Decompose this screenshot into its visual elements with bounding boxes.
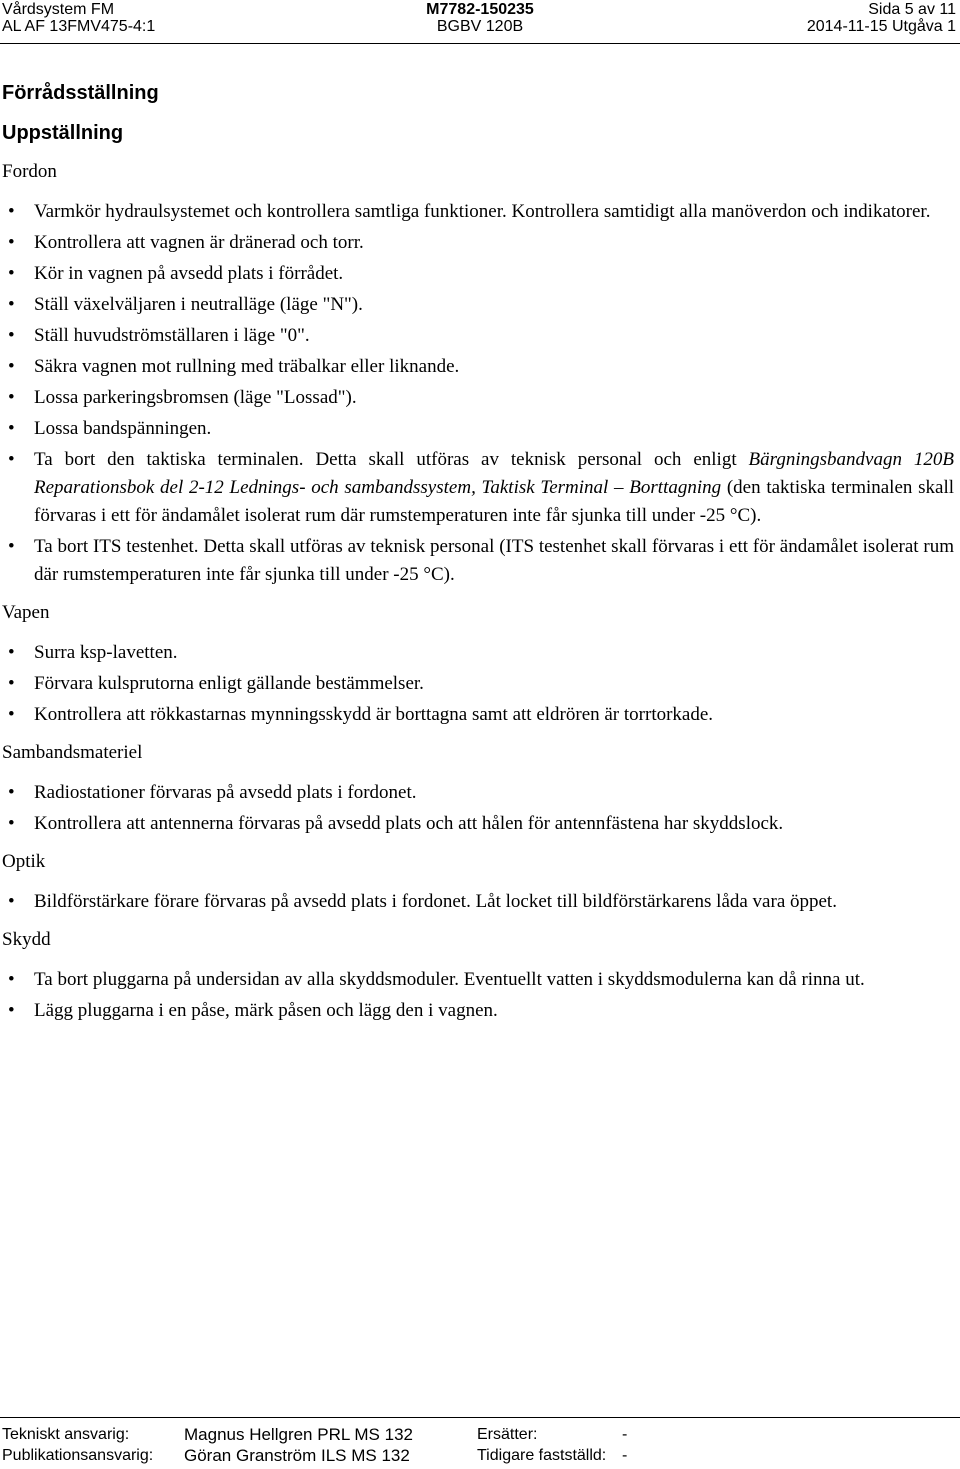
- document-body: [2, 78, 954, 1035]
- list-item-its: • Ta bort ITS testenhet. Detta skall utföras av teknisk personal (ITS testenhet skall förvaras i ett för ändamålet isolerat rum där rumstemperaturen inte får sjunka till under -25 °C).: [2, 533, 954, 589]
- reference-title: Bärgningsbandvagn 120B Reparationsbok del 2-12 Lednings- och sambandssystem, Taktisk Terminal – Borttagning: [34, 449, 954, 498]
- list-skydd: [2, 966, 954, 1025]
- bullet-icon: •: [8, 449, 15, 470]
- bullet-icon: •: [8, 536, 15, 557]
- list-item: • Lossa parkeringsbromsen (läge "Lossad").: [2, 384, 954, 412]
- page-title: Förrådsställning: [2, 82, 159, 104]
- list-sambandsmateriel: [2, 779, 954, 838]
- bullet-icon: •: [8, 356, 15, 377]
- footer-pub-label: Publikationsansvarig:: [2, 1447, 154, 1464]
- list-item-terminal: • Ta bort den taktiska terminalen. Detta skall utföras av teknisk personal och enligt Bärgningsbandvagn 120B Reparationsbok del 2-12 Lednings- och sambandssystem, Taktisk Terminal – Borttagning (den taktiska terminalen skall förvaras i ett för ändamålet isolerat rum där rumstemperaturen inte får sjunka till under -25 °C).: [2, 446, 954, 530]
- bullet-icon: •: [8, 418, 15, 439]
- list-item: • Varmkör hydraulsystemet och kontrollera samtliga funktioner. Kontrollera samtidigt alla manöverdon och indikatorer.: [2, 198, 954, 226]
- list-item: • Kontrollera att vagnen är dränerad och torr.: [2, 229, 954, 257]
- list-item: • Kontrollera att rökkastarnas mynningsskydd är borttagna samt att eldrören är torrtorkade.: [2, 701, 954, 729]
- footer-prev-value: -: [622, 1447, 628, 1464]
- header-system: Vårdsystem FM: [2, 1, 115, 18]
- bullet-icon: •: [8, 294, 15, 315]
- header-doc-number: M7782-150235: [426, 1, 534, 18]
- list-item: • Surra ksp-lavetten.: [2, 639, 954, 667]
- list-item: • Ta bort pluggarna på undersidan av alla skyddsmoduler. Eventuellt vatten i skyddsmodulerna kan då rinna ut.: [2, 966, 954, 994]
- list-item: • Bildförstärkare förare förvaras på avsedd plats i fordonet. Låt locket till bildförstärkarens låda vara öppet.: [2, 888, 954, 916]
- header-doc-ref: AL AF 13FMV475-4:1: [2, 18, 156, 35]
- list-item: • Förvara kulsprutorna enligt gällande bestämmelser.: [2, 670, 954, 698]
- list-item: • Ställ växelväljaren i neutralläge (läge "N").: [2, 291, 954, 319]
- list-item: • Lägg pluggarna i en påse, märk påsen och lägg den i vagnen.: [2, 997, 954, 1025]
- bullet-icon: •: [8, 642, 15, 663]
- page-header: [0, 0, 960, 44]
- header-date-edition: 2014-11-15 Utgåva 1: [806, 18, 956, 35]
- bullet-icon: •: [8, 232, 15, 253]
- bullet-icon: •: [8, 704, 15, 725]
- bullet-icon: •: [8, 813, 15, 834]
- list-fordon: [2, 198, 954, 589]
- footer-tech-label: Tekniskt ansvarig:: [2, 1426, 130, 1443]
- bullet-icon: •: [8, 1000, 15, 1021]
- list-optik: [2, 888, 954, 916]
- bullet-icon: •: [8, 782, 15, 803]
- list-item: • Radiostationer förvaras på avsedd plats i fordonet.: [2, 779, 954, 807]
- list-item: • Säkra vagnen mot rullning med träbalkar eller liknande.: [2, 353, 954, 381]
- footer-pub-name: Göran Granström ILS MS 132: [184, 1446, 410, 1465]
- footer-replaces-label: Ersätter:: [477, 1426, 538, 1443]
- bullet-icon: •: [8, 325, 15, 346]
- subheading-sambandsmateriel: Sambandsmateriel: [2, 742, 143, 763]
- bullet-icon: •: [8, 969, 15, 990]
- header-divider: [0, 43, 960, 44]
- list-item: • Kontrollera att antennerna förvaras på avsedd plats och att hålen för antennfästena har skyddslock.: [2, 810, 954, 838]
- subheading-skydd: Skydd: [2, 929, 51, 950]
- bullet-icon: •: [8, 387, 15, 408]
- bullet-icon: •: [8, 263, 15, 284]
- subheading-fordon: Fordon: [2, 161, 57, 182]
- footer-replaces-value: -: [622, 1426, 628, 1443]
- subheading-vapen: Vapen: [2, 602, 50, 623]
- header-vehicle: BGBV 120B: [436, 18, 524, 35]
- bullet-icon: •: [8, 201, 15, 222]
- bullet-icon: •: [8, 891, 15, 912]
- section-heading: Uppställning: [2, 122, 124, 144]
- header-page-number: Sida 5 av 11: [868, 1, 956, 18]
- subheading-optik: Optik: [2, 851, 46, 872]
- list-item: • Kör in vagnen på avsedd plats i förrådet.: [2, 260, 954, 288]
- footer-tech-name: Magnus Hellgren PRL MS 132: [184, 1425, 413, 1444]
- bullet-icon: •: [8, 673, 15, 694]
- page-footer: [0, 1418, 960, 1469]
- list-item: • Ställ huvudströmställaren i läge "0".: [2, 322, 954, 350]
- list-vapen: [2, 639, 954, 729]
- list-item: • Lossa bandspänningen.: [2, 415, 954, 443]
- footer-prev-label: Tidigare fastställd:: [477, 1447, 607, 1464]
